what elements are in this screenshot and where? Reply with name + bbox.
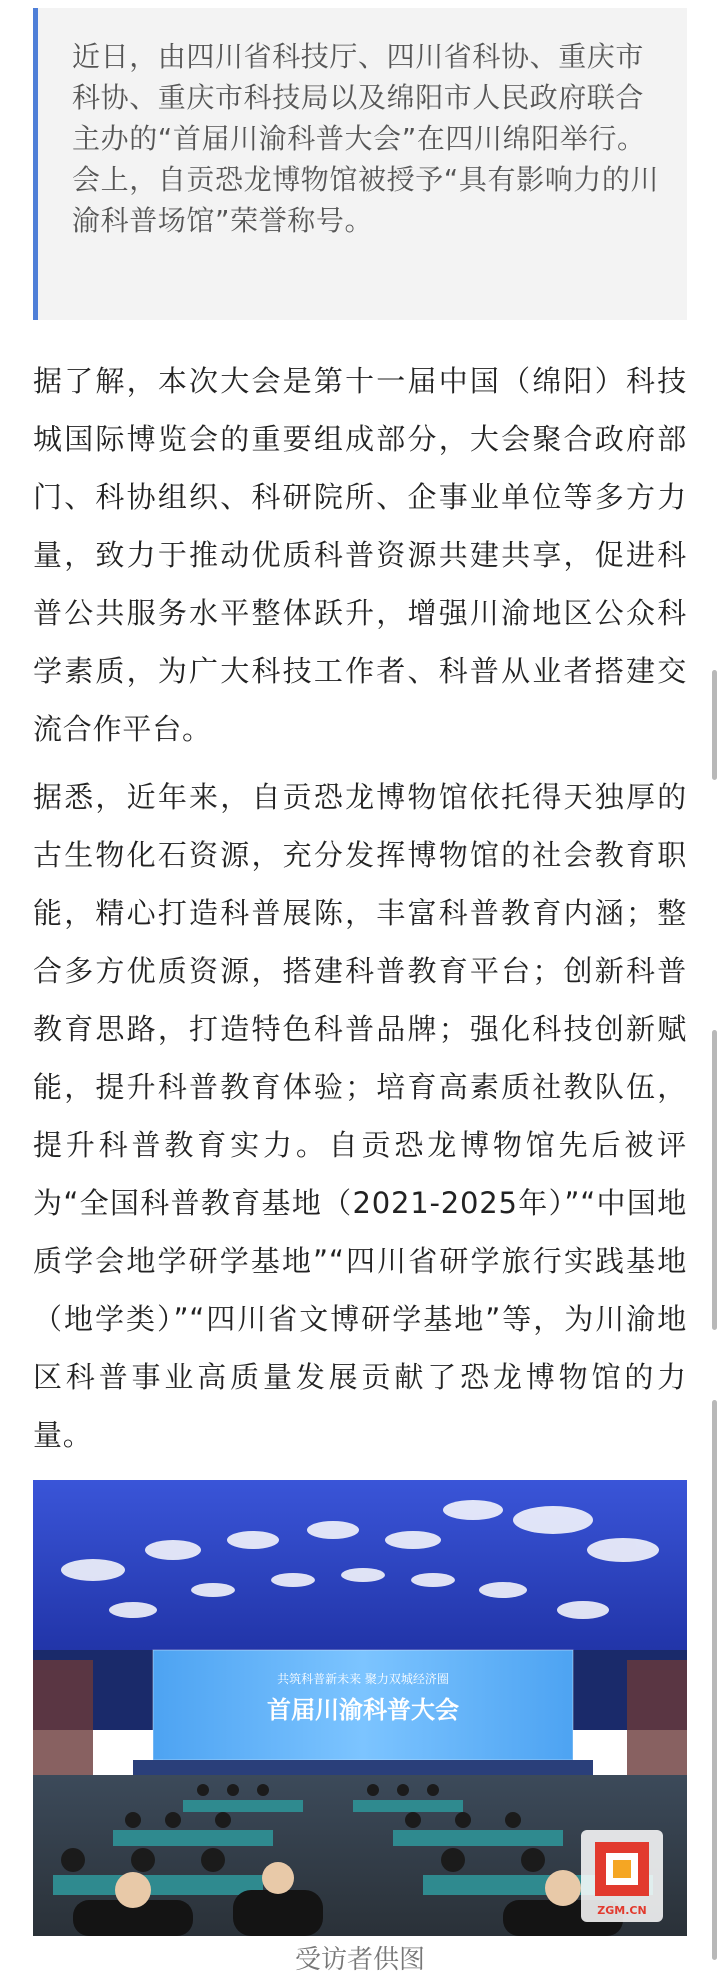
intro-quote-text: 近日，由四川省科技厅、四川省科协、重庆市科协、重庆市科技局以及绵阳市人民政府联合主办的“首届川渝科普大会”在四川绵阳举行。会上，自贡恐龙博物馆被授予“具有影响力的川渝科普场馆”荣誉称号。 xyxy=(72,40,660,237)
watermark-text: ZGM.CN xyxy=(597,1904,647,1917)
conference-photo xyxy=(33,1480,687,1936)
scroll-indicator[interactable] xyxy=(712,1030,717,1330)
banner-slogan: 共筑科普新未来 聚力双城经济圈 xyxy=(277,1672,449,1686)
article-paragraph-1: 据了解，本次大会是第十一届中国（绵阳）科技城国际博览会的重要组成部分，大会聚合政府部门、科协组织、科研院所、企事业单位等多方力量，致力于推动优质科普资源共建共享，促进科普公共服务水平整体跃升，增强川渝地区公众科学素质，为广大科技工作者、科普从业者搭建交流合作平台。 xyxy=(33,364,687,746)
article-paragraph-2: 据悉，近年来，自贡恐龙博物馆依托得天独厚的古生物化石资源，充分发挥博物馆的社会教育职能，精心打造科普展陈，丰富科普教育内涵；整合多方优质资源，搭建科普教育平台；创新科普教育思路，打造特色科普品牌；强化科技创新赋能，提升科普教育体验；培育高素质社教队伍，提升科普教育实力。自贡恐龙博物馆先后被评为“全国科普教育基地（2021-2025年）”“中国地质学会地学研学基地”“四川省研学旅行实践基地（地学类）”“四川省文博研学基地”等，为川渝地区科普事业高质量发展贡献了恐龙博物馆的力量。 xyxy=(33,780,687,1452)
scroll-indicator[interactable] xyxy=(712,670,717,780)
conference-hall-image xyxy=(33,1480,687,1936)
photo-caption: 受访者供图 xyxy=(294,1945,425,1975)
scroll-indicator[interactable] xyxy=(712,1400,717,1960)
intro-quote-block xyxy=(33,8,687,320)
banner-title: 首届川渝科普大会 xyxy=(267,1696,459,1724)
watermark-logo xyxy=(581,1830,663,1922)
